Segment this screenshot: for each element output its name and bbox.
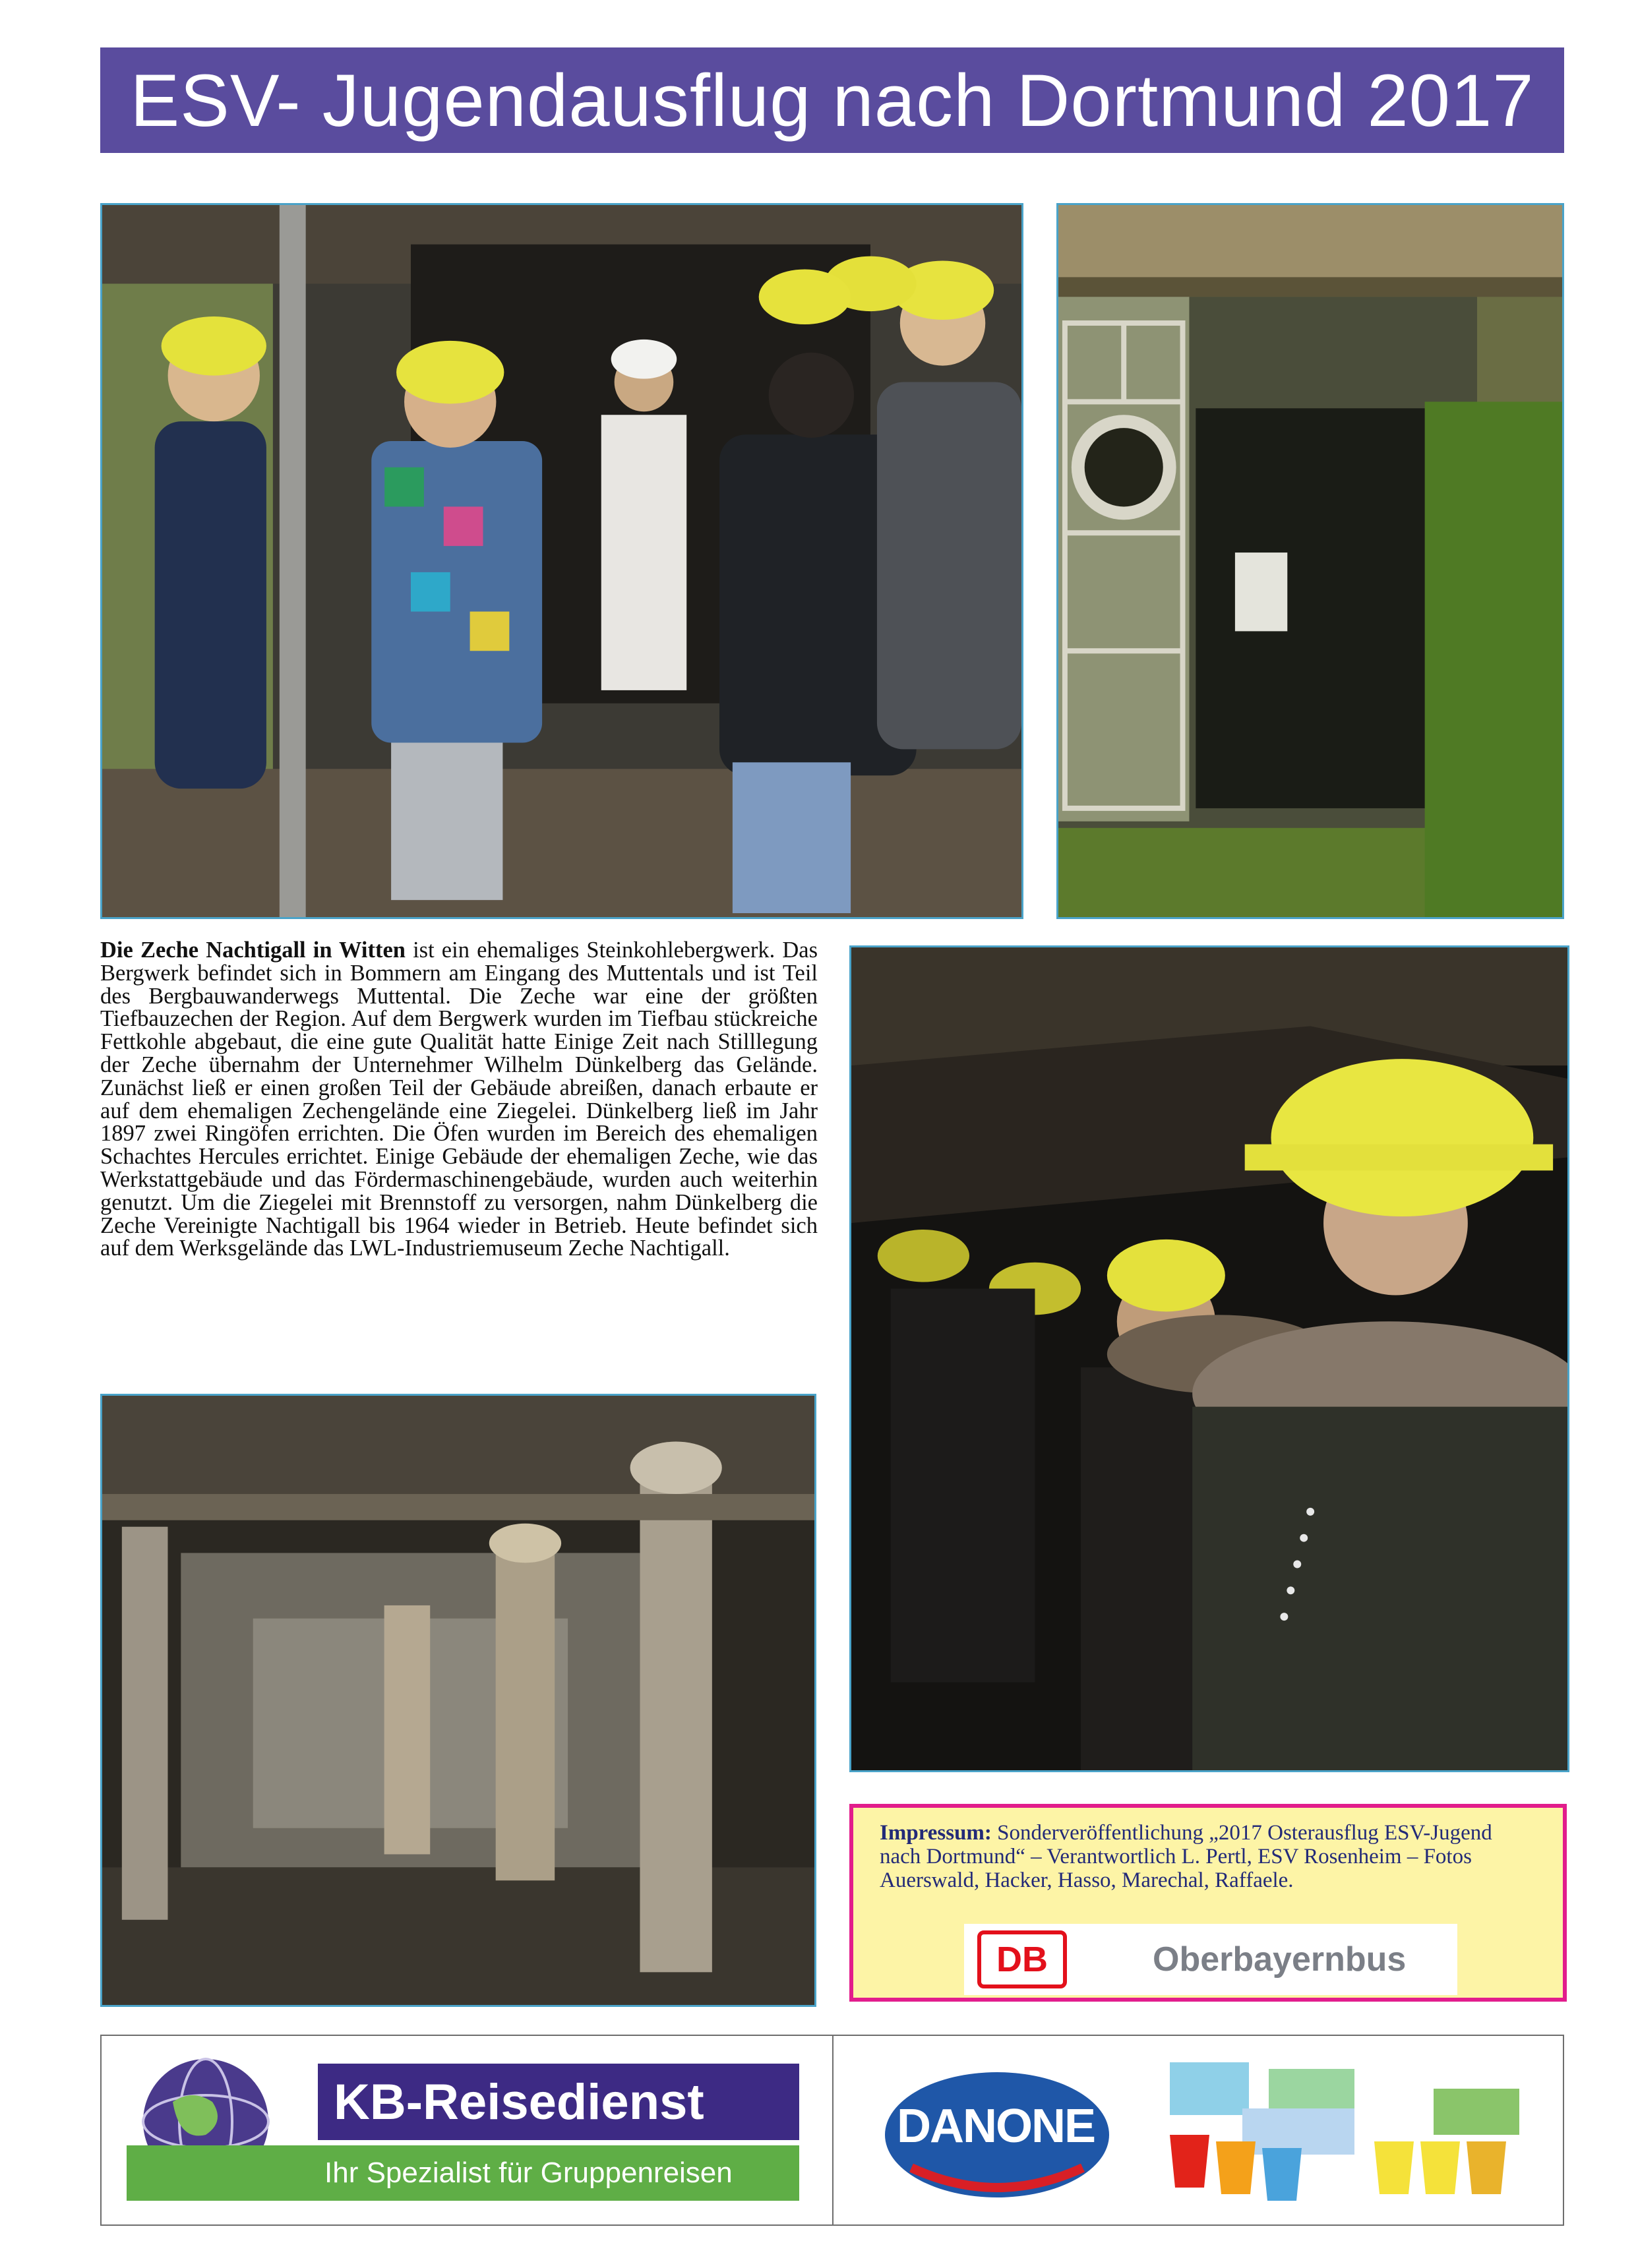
impressum-text: Sonderveröffentlichung „2017 Osterausflug ESV-Jugend nach Dortmund“ – Verantwortlich L. Pertl, ESV Rosenheim – Fotos Auerswald, Hacker, Hasso, Marechal, Raffaele. [880, 1821, 1492, 1892]
article-body: ist ein ehemaliges Steinkohlebergwerk. Das Bergwerk befindet sich in Bommern am Eingang des Muttentals und ist Teil des Bergbauwanderwegs Muttental. Die Zeche war eine der größten Tiefbauzechen der Region. Auf dem Bergwerk wurden im Tiefbau stückreiche Fettkohle abgebaut, die eine gute Qualität hatte Einige Zeit nach Stilllegung der Zeche übernahm der Unternehmer Wilhelm Dünkelberg das Gelände. Zunächst ließ er einen großen Teil der Gebäude abreißen, danach erbaute er auf dem ehemaligen Zechengelände eine Ziegelei. Dünkelberg ließ im Jahr 1897 zwei Ringöfen errichten. Die Öfen wurden im Bereich des ehemaligen Schachtes Hercules errichtet. Einige Gebäude der ehemaligen Zeche, wie das Werkstattgebäude und das Fördermaschinengebäude, wurden auch weiterhin genutzt. Um die Ziegelei mit Brennstoff zu versorgen, nahm Dünkelberg die Zeche Vereinigte Nachtigall bis 1964 wieder in Betrieb. Heute befindet sich auf dem Werksgelände das LWL-Industriemuseum Zeche Nachtigall. [100, 938, 818, 1261]
sponsor-logos [964, 1924, 1457, 1995]
photo-group-helmets [100, 203, 1023, 919]
photo-boys-in-tunnel [849, 945, 1569, 1772]
yogurt-products-icon [1157, 2049, 1539, 2214]
impressum-label: Impressum: [880, 1821, 992, 1845]
impressum-box [849, 1804, 1567, 2002]
kb-title: KB-Reisedienst [318, 2064, 799, 2140]
page-title: ESV- Jugendausflug nach Dortmund 2017 [130, 59, 1534, 142]
db-logo: DB [977, 1930, 1067, 1988]
danone-text: DANONE [896, 2100, 1095, 2153]
oberbayernbus-logo: Oberbayernbus [1153, 1940, 1407, 1979]
kb-subtitle: Ihr Spezialist für Gruppenreisen [127, 2145, 799, 2201]
kb-reisedienst-ad [127, 2049, 799, 2207]
article-lead: Die Zeche Nachtigall in Witten [100, 938, 406, 963]
article-text [100, 939, 818, 1387]
ad-divider [832, 2036, 834, 2224]
sponsor-ad-bar [100, 2035, 1564, 2226]
page-title-banner [100, 47, 1564, 153]
photo-mine-gate [1056, 203, 1564, 919]
photo-tunnel-posts [100, 1394, 816, 2007]
